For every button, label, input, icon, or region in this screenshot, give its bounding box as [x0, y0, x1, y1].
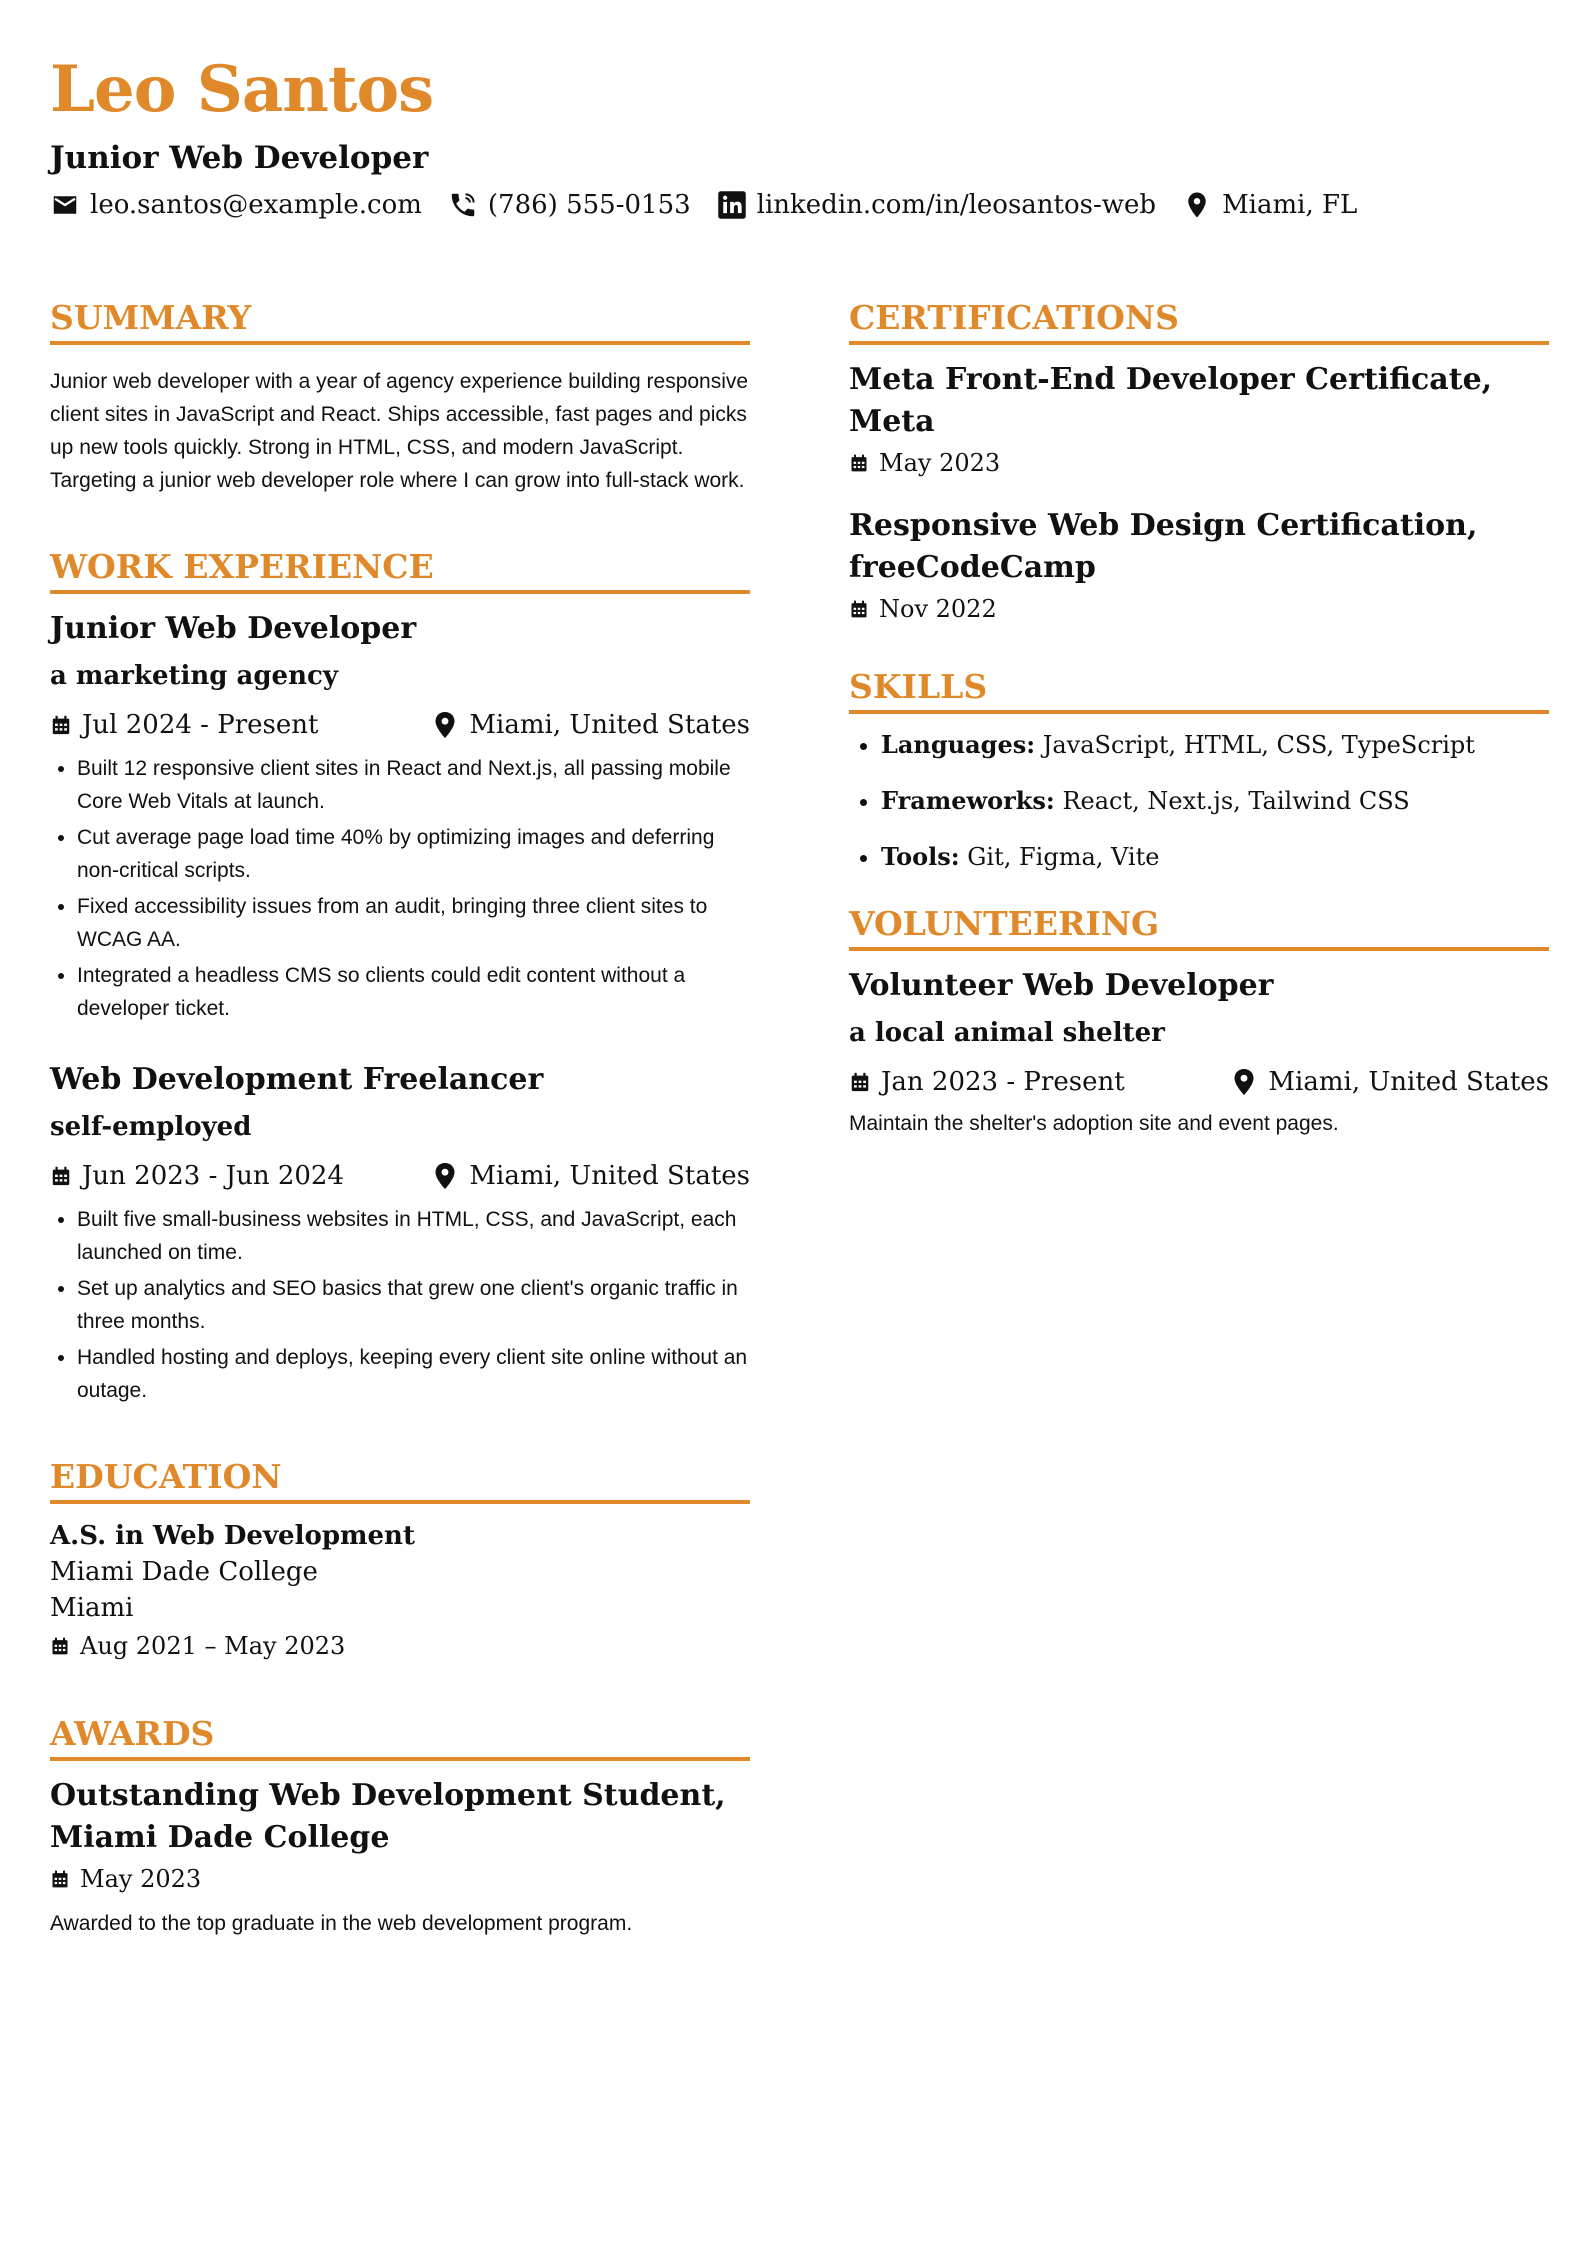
calendar-icon [50, 1165, 72, 1187]
calendar-icon [50, 1636, 70, 1656]
job-bullet: • Fixed accessibility issues from an audit, bringing three client sites to WCAG AA. [77, 890, 750, 956]
calendar-icon [849, 453, 869, 473]
volunteer-dates-text: Jan 2023 - Present [881, 1067, 1125, 1097]
summary-text: Junior web developer with a year of agency experience building responsive client sites in JavaScript and React. Ships accessible, fast pages and picks up new tools quickly. Strong in HTML, CSS, and modern JavaScript. Targeting a junior web developer role where I can grow into full-stack work. [50, 370, 749, 492]
job-dates-text: Jul 2024 - Present [82, 710, 319, 740]
job-location [433, 710, 750, 740]
certification-date [849, 591, 1549, 627]
location-pin-icon [1182, 190, 1212, 220]
job-title: Junior Web Developer [50, 611, 417, 646]
award-description: Awarded to the top graduate in the web development program. [50, 1912, 633, 1935]
contact-email[interactable] [50, 190, 422, 220]
location-pin-icon [433, 711, 457, 739]
education-school: Miami Dade College [50, 1557, 318, 1587]
job-entry [50, 1059, 750, 1407]
skill-label: Languages: [881, 730, 1036, 759]
volunteer-location [1232, 1067, 1549, 1097]
job-dates [50, 710, 318, 740]
left-column [50, 298, 750, 1990]
volunteer-location-text: Miami, United States [1268, 1067, 1549, 1097]
job-bullet: • Set up analytics and SEO basics that grew one client's organic traffic in three months. [77, 1272, 750, 1338]
job-dates-text: Jun 2023 - Jun 2024 [82, 1161, 345, 1191]
work-experience-section [50, 547, 750, 1407]
job-bullets [50, 1203, 750, 1407]
candidate-name: Leo Santos [50, 52, 434, 127]
volunteering-heading: VOLUNTEERING [849, 904, 1549, 951]
skill-value: React, Next.js, Tailwind CSS [1062, 787, 1410, 815]
education-city: Miami [50, 1593, 134, 1623]
email-icon [50, 190, 80, 220]
awards-heading: AWARDS [50, 1714, 750, 1761]
contact-phone-text: (786) 555-0153 [487, 190, 691, 220]
job-bullet: • Handled hosting and deploys, keeping every client site online without an outage. [77, 1341, 750, 1407]
award-date [50, 1861, 750, 1897]
job-location [433, 1161, 750, 1191]
certifications-heading: CERTIFICATIONS [849, 298, 1549, 345]
job-bullets [50, 752, 750, 1025]
contact-email-text: leo.santos@example.com [90, 190, 422, 220]
job-bullet: • Cut average page load time 40% by optimizing images and deferring non-critical scripts. [77, 821, 750, 887]
skill-value: Git, Figma, Vite [967, 843, 1160, 871]
certification-date [849, 445, 1549, 481]
skills-section [849, 667, 1549, 874]
education-heading: EDUCATION [50, 1457, 750, 1504]
location-pin-icon [1232, 1068, 1256, 1096]
education-degree: A.S. in Web Development [50, 1521, 415, 1551]
skills-list [849, 728, 1549, 874]
job-bullet: • Built five small-business websites in HTML, CSS, and JavaScript, each launched on time. [77, 1203, 750, 1269]
education-section [50, 1457, 750, 1664]
skill-label: Frameworks: [881, 786, 1055, 815]
job-entry [50, 608, 750, 1025]
volunteer-organization: a local animal shelter [849, 1018, 1165, 1048]
contact-location-text: Miami, FL [1222, 190, 1358, 220]
contact-linkedin[interactable] [717, 190, 1156, 220]
candidate-title: Junior Web Developer [50, 140, 429, 176]
contact-linkedin-text: linkedin.com/in/leosantos-web [756, 190, 1157, 220]
certification-item [849, 359, 1549, 481]
job-meta [50, 1161, 750, 1191]
award-date-text: May 2023 [80, 1865, 202, 1893]
job-employer: self-employed [50, 1112, 252, 1142]
skill-item [881, 784, 1549, 818]
skills-heading: SKILLS [849, 667, 1549, 714]
certification-title: Meta Front-End Developer Certificate, Meta [849, 362, 1493, 439]
calendar-icon [50, 1869, 70, 1889]
summary-heading: SUMMARY [50, 298, 750, 345]
certification-date-text: May 2023 [879, 449, 1001, 477]
award-title: Outstanding Web Development Student, Miami Dade College [50, 1778, 726, 1855]
certification-title: Responsive Web Design Certification, freeCodeCamp [849, 508, 1478, 585]
skill-item [881, 840, 1549, 874]
certification-item [849, 505, 1549, 627]
right-column [849, 298, 1549, 1190]
job-bullet: • Built 12 responsive client sites in React and Next.js, all passing mobile Core Web Vitals at launch. [77, 752, 750, 818]
job-title: Web Development Freelancer [50, 1062, 544, 1097]
calendar-icon [849, 1071, 871, 1093]
summary-section [50, 298, 750, 497]
phone-icon [448, 190, 478, 220]
education-dates [50, 1628, 750, 1664]
job-bullet: • Integrated a headless CMS so clients could edit content without a developer ticket. [77, 959, 750, 1025]
awards-section [50, 1714, 750, 1940]
contact-bar [50, 190, 1383, 220]
volunteer-title: Volunteer Web Developer [849, 968, 1274, 1003]
contact-phone[interactable] [448, 190, 691, 220]
certifications-section [849, 298, 1549, 627]
job-location-text: Miami, United States [469, 1161, 750, 1191]
skill-value: JavaScript, HTML, CSS, TypeScript [1042, 731, 1475, 759]
volunteer-description: Maintain the shelter's adoption site and event pages. [849, 1112, 1339, 1135]
contact-location [1182, 190, 1357, 220]
volunteering-section [849, 904, 1549, 1140]
linkedin-icon [717, 190, 747, 220]
skill-label: Tools: [881, 842, 960, 871]
calendar-icon [849, 599, 869, 619]
job-location-text: Miami, United States [469, 710, 750, 740]
education-dates-text: Aug 2021 – May 2023 [80, 1632, 346, 1660]
work-experience-heading: WORK EXPERIENCE [50, 547, 750, 594]
job-meta [50, 710, 750, 740]
location-pin-icon [433, 1162, 457, 1190]
job-employer: a marketing agency [50, 661, 338, 691]
volunteer-meta [849, 1067, 1549, 1097]
certification-date-text: Nov 2022 [879, 595, 997, 623]
volunteer-dates [849, 1067, 1125, 1097]
calendar-icon [50, 714, 72, 736]
job-dates [50, 1161, 344, 1191]
skill-item [881, 728, 1549, 762]
